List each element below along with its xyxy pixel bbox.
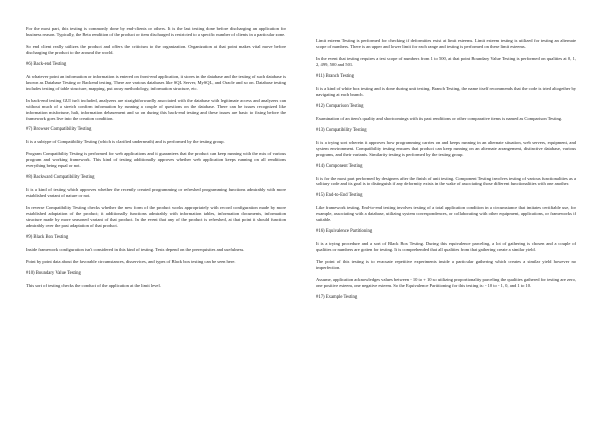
paragraph: Inside framework configuration isn't considered in this kind of testing. Tests depend on the prerequisites and usefulness.: [26, 247, 245, 253]
text-block: [26, 271, 286, 277]
section-heading: #15) End-to-End Testing: [316, 193, 363, 199]
paragraph: It is a kind of testing which approves whether the recently created programming or refreshed programming functions admirably with more established variant of nature or not.: [26, 187, 286, 199]
text-block: [26, 205, 286, 229]
paragraph: In reverse Compatibility Testing checks whether the new form of the product works appropriately with record configuration made by more established adaptation of the product; it additionally functions admirably with information tables, information documents, information structure made by more seasoned variant of that product. In the event that any of the product is refreshed, at that point it should function admirably over the past adaptation of that product.: [26, 205, 286, 229]
paragraph: The point of this testing is to evacuate repetitive experiments inside a particular gathering which creates a similar yield however no imperfection.: [316, 259, 576, 271]
text-block: [26, 235, 286, 241]
text-block: [26, 259, 286, 265]
paragraph: Point by point data about the favorable circumstances, disservices, and types of Black box testing can be seen here.: [26, 258, 236, 264]
text-block: [26, 62, 286, 68]
text-block: [316, 140, 576, 158]
text-block: [26, 139, 286, 145]
paragraph: In the event that testing requires a test scope of numbers from 1 to 500, at that point Boundary Value Testing is performed on qualities at 0, 1, 2, 499, 500 and 501.: [316, 55, 576, 67]
text-block: [26, 187, 286, 199]
text-block: [26, 74, 286, 92]
section-heading: #6) Back-end Testing: [26, 61, 67, 67]
paragraph: It is a subtype of Compatibility Testing (which is clarified underneath) and is performed by the testing group.: [26, 139, 225, 145]
text-block: [26, 151, 286, 169]
text-block: [316, 128, 576, 134]
text-block: [316, 176, 576, 188]
text-block: [26, 175, 286, 181]
paragraph: It is for the most part performed by designers after the finish of unit testing. Component Testing involves testing of various functionalities as a solitary code and its goal is to distinguish if any deformity exists in the wake of associating those different functionalities with one another.: [316, 175, 576, 187]
text-block: [316, 38, 576, 50]
paragraph: Limit esteem Testing is performed for checking if deformities exist at limit esteems. Limit esteem testing is utilized for testing an alternate scope of numbers. There is an upper and lower limit for each range and testing is performed on these limit esteems.: [316, 38, 576, 49]
paragraph: Examination of an item's quality and shortcomings with its past renditions or other comparative items is named as Comparison Testing.: [316, 115, 563, 121]
paragraph: It is a trying sort wherein it approves how programming carries on and keeps running in an alternate situation, web servers, equipment, and system environment. Compatibility testing ensures that product can keep running on an alternate arrangement, distinctive database, various programs, and their variants. Similarity testing is performed by the testing group.: [316, 139, 576, 157]
text-block: [316, 229, 576, 235]
text-block: [316, 104, 576, 110]
paragraph: It is a trying procedure and a sort of Black Box Testing. During this equivalence parceling, a lot of gathering is chosen and a couple of qualities or numbers are gotten for testing. It is comprehended that all qualities from that gathering create a similar yield.: [316, 241, 576, 253]
section-heading: #12) Comparison Testing: [316, 103, 364, 109]
section-heading: #10) Boundary Value Testing: [26, 270, 81, 276]
text-block: [316, 277, 576, 289]
section-heading: #8) Backward Compatibility Testing: [26, 175, 95, 181]
text-block: [26, 26, 286, 38]
section-heading: #17) Example Testing: [316, 295, 358, 301]
text-block: [26, 127, 286, 133]
text-block: [316, 295, 576, 301]
paragraph: This sort of testing checks the conduct of the application at the limit level.: [26, 282, 161, 288]
text-block: [26, 98, 286, 122]
text-block: [316, 259, 576, 271]
paragraph: Program Compatibility Testing is performed for web applications and it guarantees that the product can keep running with the mix of various program and working framework. This kind of testing additionally approves whether web application keeps running on all renditions everything being equal or not.: [26, 151, 286, 169]
text-block: [26, 44, 286, 56]
left-text-column: [26, 26, 286, 295]
text-block: [316, 74, 576, 80]
section-heading: #16) Equivalence Partitioning: [316, 229, 373, 235]
paragraph: In back-end testing GUI isn't included, analyzers are straightforwardly associated with the database with legitimate access and analyzers can without much of a stretch confirm information by running a couple of questions on the database. There can be issues recognized like information misfortune, halt, information debasement and so on during this back-end testing and these issues are basic to fixing before the framework goes live into the creation condition.: [26, 97, 286, 121]
text-block: [316, 116, 576, 122]
text-block: [26, 283, 286, 289]
section-heading: #13) Compatibility Testing: [316, 127, 367, 133]
text-block: [316, 86, 576, 98]
section-heading: #9) Black Box Testing: [26, 235, 69, 241]
paragraph: Like framework testing, End-to-end testing involves testing of a total application condition in a circumstance that imitates certifiable use, for example, associating with a database, utilizing system correspondences, or collaborating with other equipment, applications, or frameworks if suitable.: [316, 205, 576, 223]
section-heading: #11) Branch Testing: [316, 73, 354, 79]
paragraph: It is a kind of white box testing and is done during unit testing. Branch Testing, the name itself recommends that the code is tried altogether by navigating at each branch.: [316, 85, 576, 97]
text-block: [26, 247, 286, 253]
paragraph: Assume, application acknowledges values between - 10 to + 10 so utilizing proportionality parceling the qualities gathered for testing are zero, one positive esteem, one negative esteem. So the Equivalence Partitioning for this testing is: - 10 to - 1, 0, and 1 to 10.: [316, 277, 576, 289]
section-heading: #14) Component Testing: [316, 163, 363, 169]
text-block: [316, 205, 576, 223]
text-block: [316, 193, 576, 199]
text-block: [316, 241, 576, 253]
paragraph: So end client really utilizes the product and offers the criticism to the organization. Organization at that point makes vital move before discharging the product to the around the world.: [26, 43, 286, 55]
text-block: [316, 56, 576, 68]
text-block: [316, 164, 576, 170]
right-text-column: [316, 38, 576, 307]
paragraph: For the most part, this testing is commonly done by end-clients or others. It is the last testing done before discharging an application for business reason. Typically, the Beta rendition of the product or item discharged is restricted to a specific number of clients in a particular zone.: [26, 26, 286, 37]
paragraph: At whatever point an information or information is entered on front-end application, it stores in the database and the testing of such database is known as Database Testing or Backend testing. There are various databases like SQL Server, MySQL, and Oracle and so on. Database testing includes testing of table structure, mapping, put away methodology, information structure, etc.: [26, 73, 286, 91]
section-heading: #7) Browser Compatibility Testing: [26, 127, 92, 133]
